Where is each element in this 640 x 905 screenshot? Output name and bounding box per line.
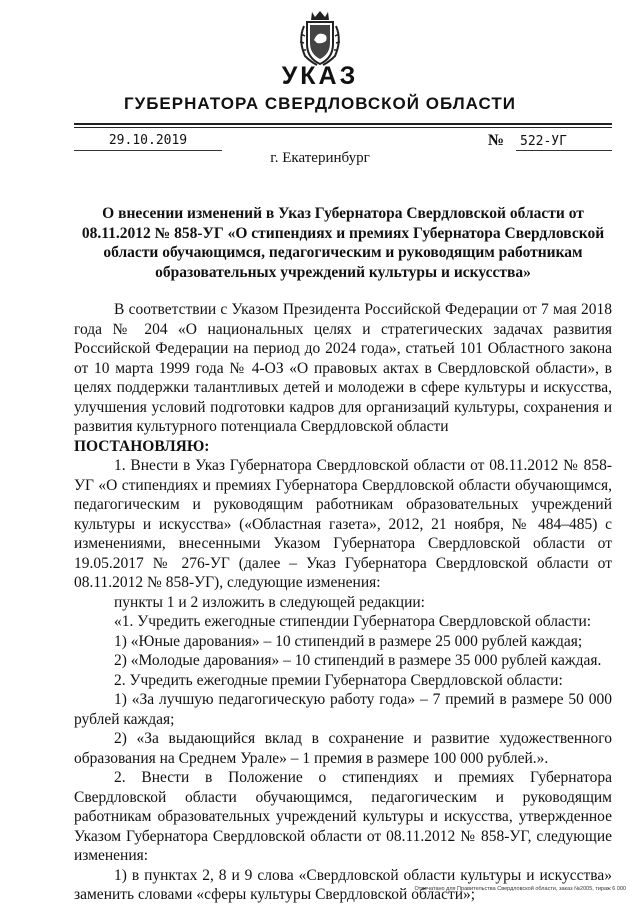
header-rule xyxy=(74,123,612,125)
paragraph: 2. Учредить ежегодные премии Губернатора Свердловской области: xyxy=(114,671,563,689)
document-issuer: ГУБЕРНАТОРА СВЕРДЛОВСКОЙ ОБЛАСТИ xyxy=(124,94,516,113)
decree-body xyxy=(74,300,612,905)
preamble: В соответствии с Указом Президента Российской Федерации от 7 мая 2018 года № 204 «О национальных целях и стратегических задачах развития Российской Федерации на период до 2024 года», статьей 101 Областного закона от 10 марта 1999 года № 4-ОЗ «О правовых актах в Свердловской области», в целях поддержки талантливых детей и молодежи в сфере культуры и искусства, улучшения условий подготовки кадров для организаций культуры, сохранения и развития культурного потенциала Свердловской области xyxy=(74,301,612,435)
paragraph: 1. Внести в Указ Губернатора Свердловской области от 08.11.2012 № 858-УГ «О стипендиях и премиях Губернатора Свердловской области обучающимся, педагогическим и руководящим работникам образовательных учреждений культуры и искусства» («Областная газета», 2012, 21 ноября, № 484–485) с изменениями, внесенными Указом Губернатора Свердловской области от 19.05.2017 № 276-УГ (далее – Указ Губернатора Свердловской области от 08.11.2012 № 858-УГ), следующие изменения: xyxy=(74,457,612,591)
coat-of-arms-icon xyxy=(295,8,345,68)
paragraph: 2) «За выдающийся вклад в сохранение и развитие художественного образования на Среднем Урале» – 1 премия в размере 100 000 рублей.». xyxy=(74,730,612,767)
decree-heading: О внесении изменений в Указ Губернатора Свердловской области от 08.11.2012 № 858-УГ «О стипендиях и премиях Губернатора Свердловской области обучающимся, педагогическим и руководящим работникам образовательных учреждений культуры и искусства» xyxy=(81,205,605,281)
decree-number: 522-УГ xyxy=(520,134,567,149)
paragraph: 1) в пунктах 2, 8 и 9 слова «Свердловской области культуры и искусства» заменить словами «сферы культуры Свердловской области»; xyxy=(74,866,612,903)
header-rule-thin xyxy=(74,127,612,128)
city: г. Екатеринбург xyxy=(270,150,370,166)
print-note: Отпечатано для Правительства Свердловской области, заказ №2005, тираж 6 000 xyxy=(414,886,626,892)
number-sign: № xyxy=(488,132,505,149)
document-title: УКАЗ xyxy=(281,62,359,90)
paragraph: 1) «Юные дарования» – 10 стипендий в размере 25 000 рублей каждая; xyxy=(114,632,583,650)
paragraph: пункты 1 и 2 изложить в следующей редакции: xyxy=(114,593,425,611)
decree-word: ПОСТАНОВЛЯЮ: xyxy=(74,437,210,455)
decree-date: 29.10.2019 xyxy=(108,133,188,148)
paragraph: 1) «За лучшую педагогическую работу года» – 7 премий в размере 50 000 рублей каждая; xyxy=(74,691,612,728)
decree-number-block xyxy=(488,132,612,152)
paragraph: «1. Учредить ежегодные стипендии Губернатора Свердловской области: xyxy=(114,613,592,630)
paragraph: 2. Внести в Положение о стипендиях и премиях Губернатора Свердловской области обучающимся, педагогическим и руководящим работникам образовательных учреждений культуры и искусства, утвержденное Указом Губернатора Свердловской области от 08.11.2012 № 858-УГ, следующие изменения: xyxy=(74,769,612,864)
paragraph: 2) «Молодые дарования» – 10 стипендий в размере 35 000 рублей каждая. xyxy=(114,652,602,669)
